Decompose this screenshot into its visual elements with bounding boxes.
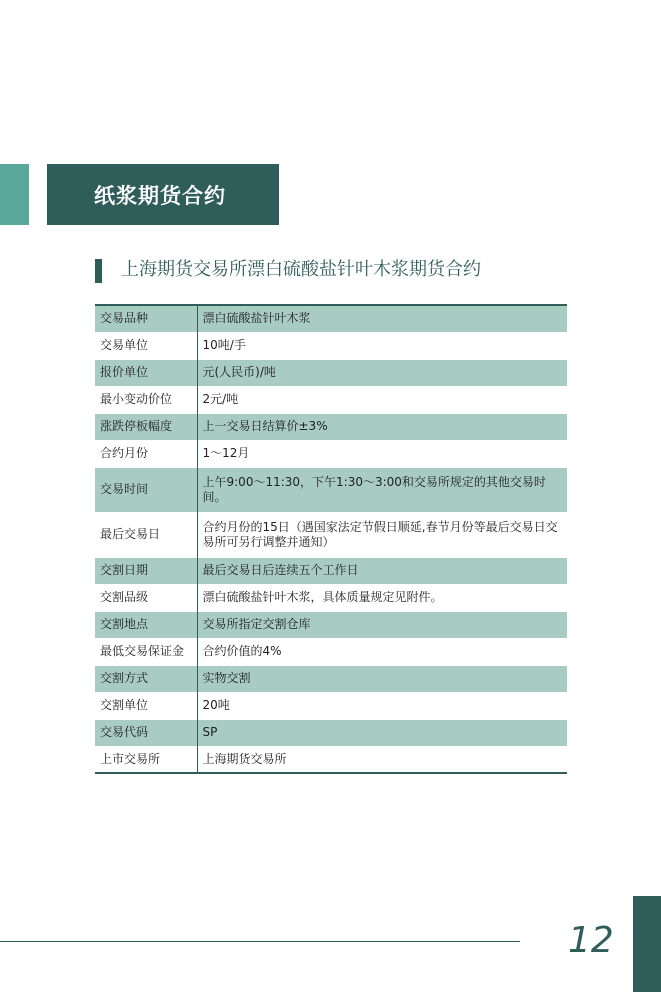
row-value: 合约月份的15日（遇国家法定节假日顺延,春节月份等最后交易日交易所可另行调整并通知）: [197, 512, 567, 557]
row-key: 交易单位: [95, 332, 197, 359]
row-value: 最后交易日后连续五个工作日: [197, 557, 567, 584]
row-value: 2元/吨: [197, 386, 567, 413]
row-value: 1～12月: [197, 440, 567, 467]
row-value: 交易所指定交割仓库: [197, 611, 567, 638]
row-key: 涨跌停板幅度: [95, 413, 197, 440]
table-row: [95, 584, 567, 611]
row-value: 上一交易日结算价±3%: [197, 413, 567, 440]
row-key: 最后交易日: [95, 512, 197, 557]
row-key: 交割方式: [95, 665, 197, 692]
table-row: [95, 512, 567, 557]
row-key: 最小变动价位: [95, 386, 197, 413]
table-row: [95, 638, 567, 665]
row-value: SP: [197, 719, 567, 746]
table-row: [95, 467, 567, 512]
table-row: [95, 611, 567, 638]
subtitle-marker: [95, 259, 102, 283]
contract-spec-table: [95, 304, 567, 774]
table-row: [95, 332, 567, 359]
row-key: 交易时间: [95, 467, 197, 512]
row-key: 交易代码: [95, 719, 197, 746]
row-key: 交割单位: [95, 692, 197, 719]
table-row: [95, 746, 567, 773]
row-value: 漂白硫酸盐针叶木浆，具体质量规定见附件。: [197, 584, 567, 611]
footer-rule: [0, 941, 520, 942]
side-accent-bar: [0, 164, 29, 225]
corner-accent-block: [633, 896, 661, 992]
row-key: 报价单位: [95, 359, 197, 386]
row-key: 上市交易所: [95, 746, 197, 773]
table-row: [95, 440, 567, 467]
row-key: 合约月份: [95, 440, 197, 467]
row-key: 交割日期: [95, 557, 197, 584]
row-key: 交易品种: [95, 305, 197, 332]
row-value: 10吨/手: [197, 332, 567, 359]
table-subtitle: 上海期货交易所漂白硫酸盐针叶木浆期货合约: [121, 259, 481, 280]
row-value: 合约价值的4%: [197, 638, 567, 665]
row-value: 漂白硫酸盐针叶木浆: [197, 305, 567, 332]
table-row: [95, 413, 567, 440]
table-row: [95, 692, 567, 719]
row-value: 20吨: [197, 692, 567, 719]
row-key: 最低交易保证金: [95, 638, 197, 665]
table-row: [95, 557, 567, 584]
table-row: [95, 305, 567, 332]
row-key: 交割地点: [95, 611, 197, 638]
row-value: 实物交割: [197, 665, 567, 692]
row-value: 上午9:00～11:30，下午1:30～3:00和交易所规定的其他交易时间。: [197, 467, 567, 512]
section-title: 纸浆期货合约: [47, 164, 279, 225]
table-row: [95, 359, 567, 386]
table-row: [95, 719, 567, 746]
row-key: 交割品级: [95, 584, 197, 611]
page-number: 12: [568, 920, 614, 961]
row-value: 元(人民币)/吨: [197, 359, 567, 386]
table-row: [95, 665, 567, 692]
table-row: [95, 386, 567, 413]
row-value: 上海期货交易所: [197, 746, 567, 773]
